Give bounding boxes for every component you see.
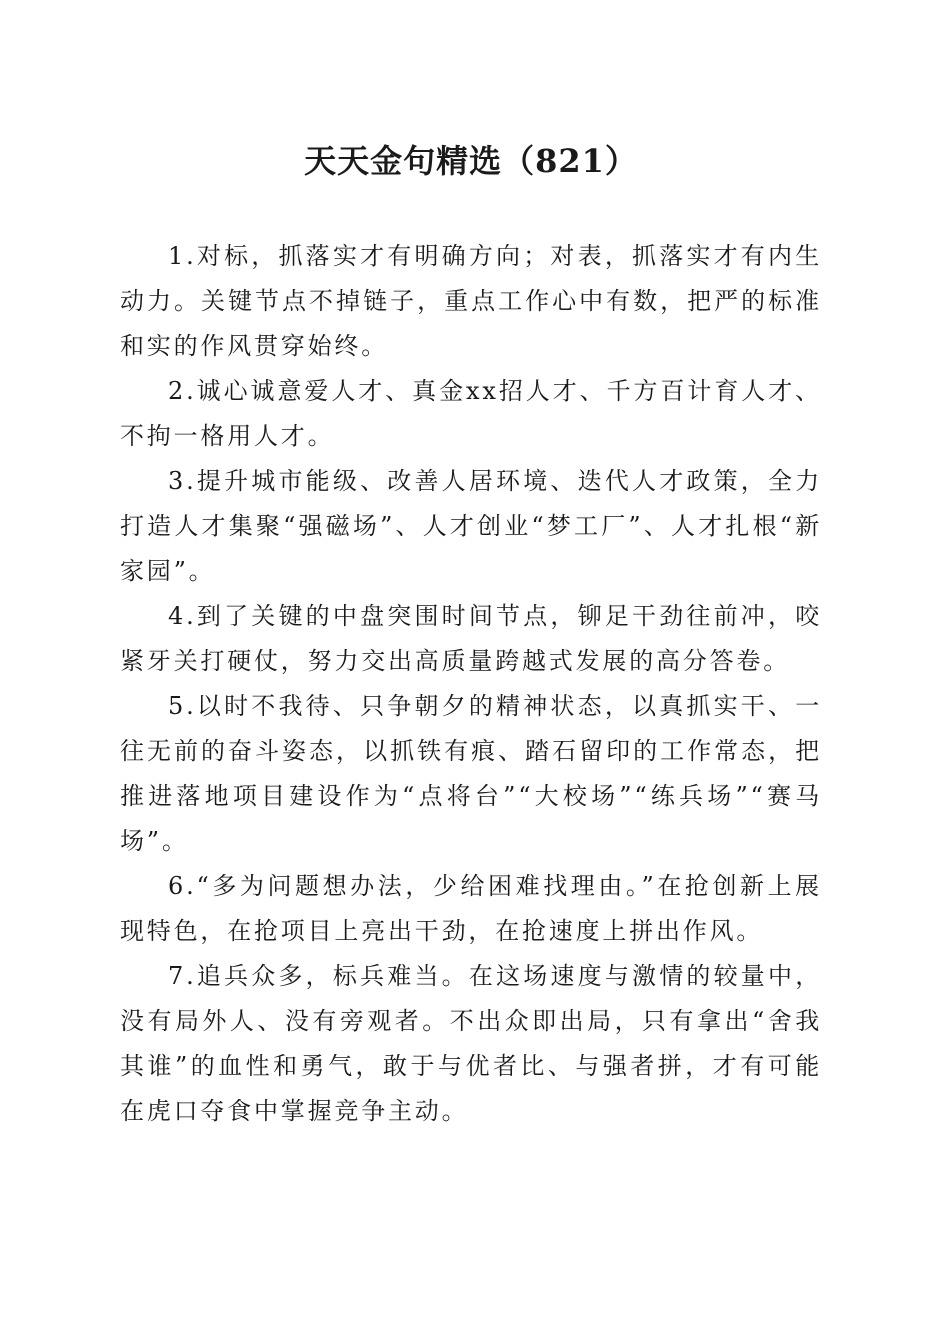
paragraph-5: 5.以时不我待、只争朝夕的精神状态，以真抓实干、一往无前的奋斗姿态，以抓铁有痕、踏石留印的工作常态，把推进落地项目建设作为“点将台”“大校场”“练兵场”“赛马场”。 xyxy=(120,692,822,855)
paragraph-3: 3.提升城市能级、改善人居环境、迭代人才政策，全力打造人才集聚“强磁场”、人才创业“梦工厂”、人才扎根“新家园”。 xyxy=(120,467,822,585)
paragraph-6: 6.“多为问题想办法，少给困难找理由。”在抢创新上展现特色，在抢项目上亮出干劲，在抢速度上拼出作风。 xyxy=(120,872,822,945)
document-title: 天天金句精选（821） xyxy=(304,142,638,180)
document-body xyxy=(120,234,822,1134)
paragraph-4: 4.到了关键的中盘突围时间节点，铆足干劲往前冲，咬紧牙关打硬仗，努力交出高质量跨越式发展的高分答卷。 xyxy=(120,602,822,675)
paragraph-1: 1.对标，抓落实才有明确方向；对表，抓落实才有内生动力。关键节点不掉链子，重点工作心中有数，把严的标准和实的作风贯穿始终。 xyxy=(120,242,822,360)
paragraph-7: 7.追兵众多，标兵难当。在这场速度与激情的较量中，没有局外人、没有旁观者。不出众即出局，只有拿出“舍我其谁”的血性和勇气，敢于与优者比、与强者拼，才有可能在虎口夺食中掌握竞争主动。 xyxy=(120,962,822,1125)
paragraph-2: 2.诚心诚意爱人才、真金xx招人才、千方百计育人才、不拘一格用人才。 xyxy=(120,377,822,450)
